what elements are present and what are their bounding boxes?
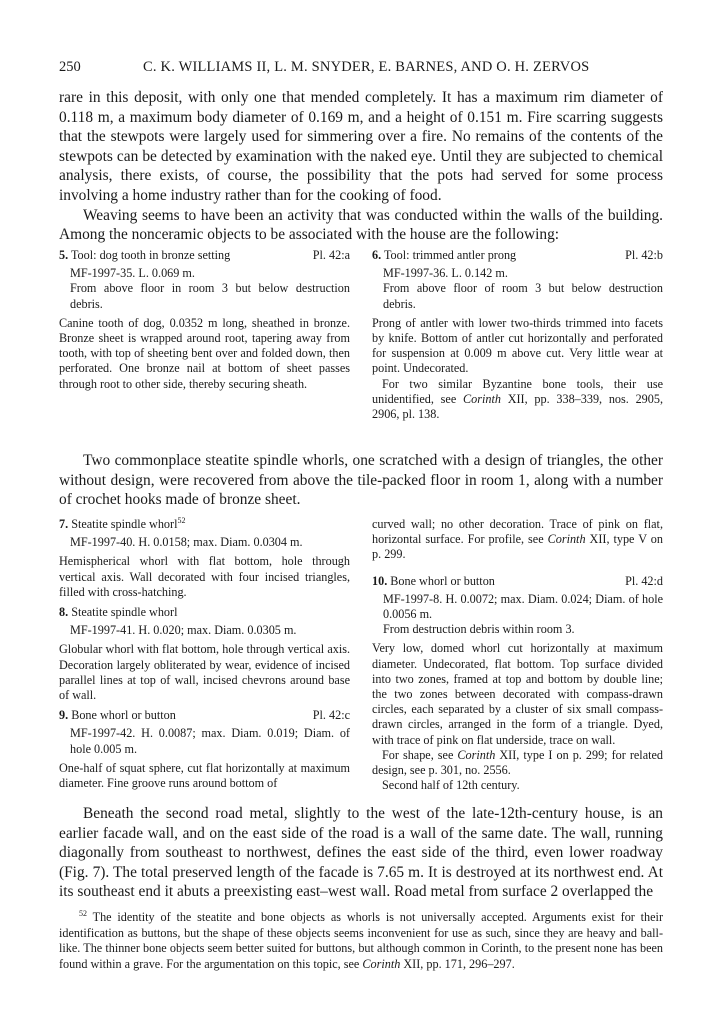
middle-text	[59, 451, 663, 510]
catalogue-column-left-b	[59, 517, 350, 791]
catalogue-entry-7	[59, 517, 350, 600]
entry-9-continuation: curved wall; no other decoration. Trace of pink on flat, horizontal surface. For profile, see Corinth XII, type V on p. 299.	[372, 517, 663, 562]
running-header	[59, 59, 663, 79]
description-text: Canine tooth of dog, 0.0352 m long, sheathed in bronze. Bronze sheet is wrapped around root, tapering away from tooth, with top of sheeting bent over and folded down, then perforated. One bronze nail at bottom of sheet passes through root to other side, thereby securing sheath.	[59, 315, 350, 391]
inventory-line: MF-1997-41. H. 0.020; max. Diam. 0.0305 m.	[70, 623, 297, 638]
inventory-line: MF-1997-40. H. 0.0158; max. Diam. 0.0304 m.	[70, 535, 303, 550]
entry-heading	[59, 708, 350, 723]
findspot-line: From above floor of room 3 but below destruction debris.	[383, 281, 663, 311]
entry-number: 6.	[372, 248, 382, 262]
entry-meta	[70, 726, 350, 756]
entry-title: Steatite spindle whorl	[71, 517, 178, 531]
inventory-line: MF-1997-35. L. 0.069 m.	[70, 266, 195, 281]
catalogue-entry-6	[372, 248, 663, 422]
entry-title: Tool: trimmed antler prong	[383, 248, 517, 262]
entry-heading	[372, 248, 663, 263]
entry-title: Steatite spindle whorl	[71, 605, 178, 620]
entry-number: 7.	[59, 517, 69, 531]
entry-title: Bone whorl or button	[71, 708, 176, 723]
entry-description	[59, 316, 350, 392]
entry-meta	[383, 266, 663, 312]
intro-paragraph-1: rare in this deposit, with only one that mended completely. It has a maximum rim diameter of 0.118 m, a maximum body diameter of 0.169 m, and a height of 0.151 m. Fire scarring suggests that the stewpots were largely used for simmering over a fire. No remains of the contents of the stewpots can be detected by examination with the naked eye. Until they are subjected to chemical analysis, there exists, of course, the possibility that the pots had served for some process involving a home industry rather than for the cooking of food.	[59, 89, 663, 204]
entry-meta	[70, 535, 350, 550]
entry-meta	[383, 592, 663, 638]
entry-meta	[70, 623, 350, 638]
entry-heading	[372, 574, 663, 589]
entry-number: 8.	[59, 605, 69, 620]
plate-reference: Pl. 42:a	[312, 248, 350, 262]
entry-number: 10.	[372, 573, 388, 588]
catalogue-entry-5	[59, 248, 350, 392]
footnote-marker: 52	[177, 516, 186, 525]
entry-number: 5.	[59, 248, 69, 262]
catalogue-entry-10	[372, 574, 663, 794]
intro-text	[59, 88, 663, 245]
date-line: Second half of 12th century.	[382, 778, 520, 793]
catalogue-column-right-b	[372, 517, 663, 793]
closing-paragraph: Beneath the second road metal, slightly to the west of the late-12th-century house, is an earlier facade wall, and on the east side of the road is a wall of the same date. The wall, running diagonally from southeast to northwest, defines the east side of the third, even lower roadway (Fig. 7). The total preserved length of the facade is 7.65 m. It is destroyed at its northwest end. At its southeast end it abuts a preexisting east–west wall. Road metal from surface 2 overlapped the	[59, 805, 663, 901]
findspot-line: From above floor in room 3 but below destruction debris.	[70, 281, 350, 311]
plate-reference: Pl. 42:b	[625, 248, 663, 262]
catalogue-column-left-a	[59, 248, 350, 392]
description-text: Hemispherical whorl with flat bottom, hole through vertical axis. Wall decorated with four incised triangles, filled with cross-hatching.	[59, 554, 350, 599]
footnote-52	[59, 910, 663, 972]
footnote-number: 52	[79, 909, 87, 918]
comparanda-note: For shape, see Corinth XII, type I on p. 299; for related design, see p. 301, no. 2556.	[372, 747, 663, 778]
inventory-line: MF-1997-8. H. 0.0072; max. Diam. 0.024; Diam. of hole 0.0056 m.	[383, 591, 663, 622]
plate-reference: Pl. 42:d	[625, 573, 663, 588]
catalogue-column-right-a	[372, 248, 663, 422]
plate-reference: Pl. 42:c	[312, 708, 350, 723]
page-number: 250	[59, 59, 81, 75]
comparanda-note: For two similar Byzantine bone tools, their use unidentified, see Corinth XII, pp. 338–339, nos. 2905, 2906, pl. 138.	[372, 376, 663, 422]
entry-meta	[70, 266, 350, 312]
entry-heading	[59, 517, 350, 532]
entry-number: 9.	[59, 708, 69, 723]
entry-description	[59, 642, 350, 703]
intro-paragraph-2: Weaving seems to have been an activity that was conducted within the walls of the building. Among the nonceramic objects to be associated with the house are the following:	[59, 206, 663, 244]
inventory-line: MF-1997-42. H. 0.0087; max. Diam. 0.019; Diam. of hole 0.005 m.	[70, 726, 350, 756]
catalogue-entry-9	[59, 708, 350, 791]
entry-title: Tool: dog tooth in bronze setting	[70, 248, 231, 262]
middle-paragraph: Two commonplace steatite spindle whorls, one scratched with a design of triangles, the other without design, were recovered from above the tile-packed floor in room 1, along with a number of crochet hooks made of bronze sheet.	[59, 452, 663, 509]
description-text: Prong of antler with lower two-thirds trimmed into facets by knife. Bottom of antler cut horizontally and perforated for suspension at 0.009 m above cut. Very little wear at point. Undecorated.	[372, 315, 663, 376]
catalogue-entry-8	[59, 605, 350, 703]
entry-heading	[59, 248, 350, 263]
entry-description	[372, 641, 663, 793]
description-text: Very low, domed whorl cut horizontally at maximum diameter. Undecorated, flat bottom. Top surface divided into two zones, framed at top and bottom by double line; the two zones between decorated with compass-drawn circles, each separated by a cluster of six small compass-drawn circles, arranged in the form of a triangle. Dyed, with trace of pink on flat underside, trace on wall.	[372, 641, 663, 747]
findspot-line: From destruction debris within room 3.	[383, 622, 575, 637]
footnote-text: $^{52}$ The identity of the steatite and bone objects as whorls is not universally accepted. Arguments exist for their identification as buttons, but the shape of these objects seems inconvenient for use as such, since they are heavy and ball-like. The thinner bone objects seem better suited for buttons, but although common in Corinth, to the present none has been found within a grave. For the argumentation on this topic, see Corinth XII, pp. 171, 296–297.	[59, 909, 664, 971]
entry-title: Bone whorl or button	[390, 573, 495, 588]
inventory-line: MF-1997-36. L. 0.142 m.	[383, 266, 508, 281]
entry-description	[372, 316, 663, 422]
author-line: C. K. WILLIAMS II, L. M. SNYDER, E. BARNES, AND O. H. ZERVOS	[143, 59, 590, 75]
description-text: Globular whorl with flat bottom, hole through vertical axis. Decoration largely obliterated by wear, evidence of incised parallel lines at top of wall, incised chevrons around base of wall.	[59, 642, 350, 703]
entry-description	[59, 554, 350, 600]
entry-description	[59, 761, 350, 791]
closing-text	[59, 804, 663, 902]
entry-heading	[59, 605, 350, 620]
description-text: One-half of squat sphere, cut flat horizontally at maximum diameter. Fine groove runs around bottom of	[59, 760, 350, 791]
